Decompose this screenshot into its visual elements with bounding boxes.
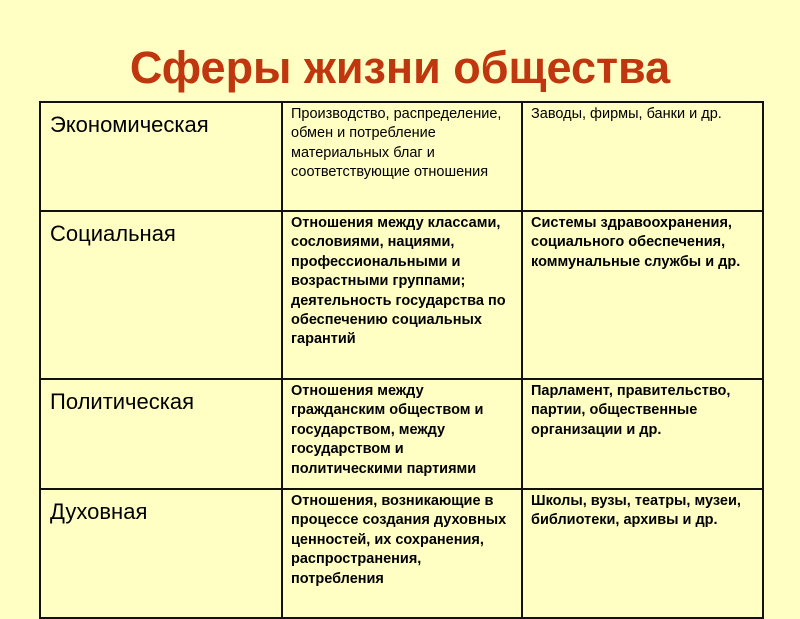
sphere-institutions-cell: Парламент, правительство, партии, общественные организации и др. bbox=[522, 379, 763, 489]
table-row bbox=[40, 102, 763, 211]
sphere-name-cell: Политическая bbox=[40, 379, 282, 489]
sphere-content-cell: Отношения между классами, сословиями, нациями, профессиональными и возрастными группами; деятельность государства по обеспечению социальных гарантий bbox=[282, 211, 522, 379]
sphere-institutions-cell: Школы, вузы, театры, музеи, библиотеки, архивы и др. bbox=[522, 489, 763, 618]
spheres-table bbox=[39, 101, 764, 619]
table-row bbox=[40, 211, 763, 379]
sphere-name-cell: Экономическая bbox=[40, 102, 282, 211]
sphere-content-cell: Отношения между гражданским обществом и государством, между государством и политическими партиями bbox=[282, 379, 522, 489]
sphere-content-cell: Отношения, возникающие в процессе создания духовных ценностей, их сохранения, распространения, потребления bbox=[282, 489, 522, 618]
sphere-institutions-cell: Заводы, фирмы, банки и др. bbox=[522, 102, 763, 211]
sphere-name-cell: Социальная bbox=[40, 211, 282, 379]
sphere-institutions-cell: Системы здравоохранения, социального обеспечения, коммунальные службы и др. bbox=[522, 211, 763, 379]
sphere-name-cell: Духовная bbox=[40, 489, 282, 618]
table-row bbox=[40, 379, 763, 489]
sphere-content-cell: Производство, распределение, обмен и потребление материальных благ и соответствующие отношения bbox=[282, 102, 522, 211]
page-title: Сферы жизни общества bbox=[129, 42, 671, 93]
table-row bbox=[40, 489, 763, 618]
